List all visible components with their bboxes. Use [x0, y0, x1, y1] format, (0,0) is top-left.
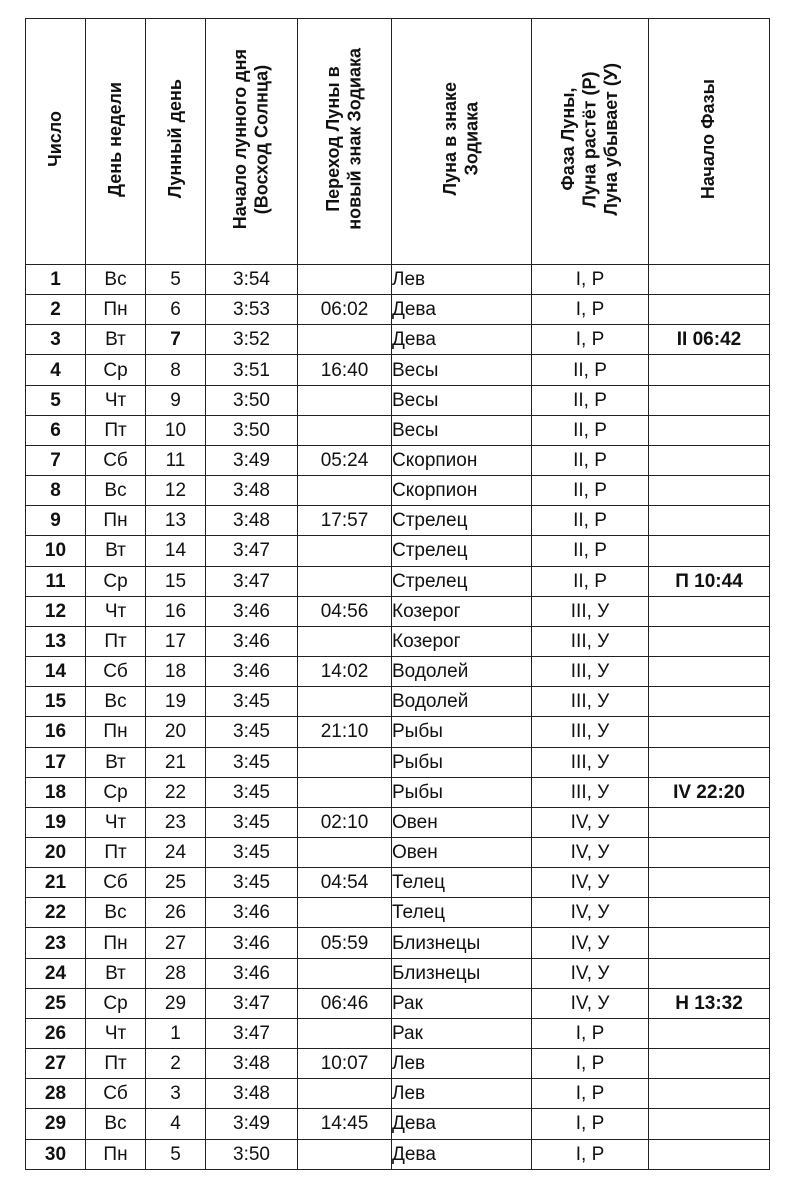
lunar-day-cell: 11 — [146, 445, 206, 475]
header-lunar-day-start: Начало лунного дня (Восход Солнца) — [206, 19, 298, 265]
sunrise-cell: 3:45 — [206, 807, 298, 837]
phase-cell: I, Р — [532, 1018, 649, 1048]
zodiac-sign-cell: Рыбы — [392, 747, 532, 777]
table-row — [26, 898, 770, 928]
phase-cell: III, У — [532, 747, 649, 777]
weekday-cell: Пн — [86, 1139, 146, 1169]
weekday-cell: Вс — [86, 898, 146, 928]
header-moon-phase: Фаза Луны, Луна растёт (Р) Луна убывает (У) — [532, 19, 649, 265]
phase-start-cell — [649, 868, 770, 898]
weekday-cell: Пн — [86, 928, 146, 958]
sunrise-cell: 3:54 — [206, 265, 298, 295]
header-phase-start: Начало Фазы — [649, 19, 770, 265]
transition-cell — [298, 536, 392, 566]
day-number-cell: 10 — [26, 536, 86, 566]
phase-cell: IV, У — [532, 988, 649, 1018]
day-number-cell: 30 — [26, 1139, 86, 1169]
weekday-cell: Чт — [86, 385, 146, 415]
phase-start-cell — [649, 1079, 770, 1109]
day-number-cell: 9 — [26, 506, 86, 536]
zodiac-sign-cell: Козерог — [392, 596, 532, 626]
zodiac-sign-cell: Овен — [392, 837, 532, 867]
table-row — [26, 445, 770, 475]
lunar-day-cell: 8 — [146, 355, 206, 385]
weekday-cell: Чт — [86, 807, 146, 837]
transition-cell — [298, 566, 392, 596]
transition-cell: 02:10 — [298, 807, 392, 837]
sunrise-cell: 3:50 — [206, 385, 298, 415]
lunar-day-cell: 6 — [146, 295, 206, 325]
table-row — [26, 1018, 770, 1048]
zodiac-sign-cell: Водолей — [392, 687, 532, 717]
weekday-cell: Пт — [86, 1049, 146, 1079]
phase-start-cell — [649, 596, 770, 626]
lunar-calendar-table — [25, 18, 770, 1170]
phase-cell: II, Р — [532, 566, 649, 596]
transition-cell — [298, 415, 392, 445]
sunrise-cell: 3:52 — [206, 325, 298, 355]
sunrise-cell: 3:45 — [206, 837, 298, 867]
phase-start-cell — [649, 687, 770, 717]
phase-start-cell — [649, 626, 770, 656]
zodiac-sign-cell: Весы — [392, 415, 532, 445]
weekday-cell: Пн — [86, 295, 146, 325]
lunar-day-cell: 21 — [146, 747, 206, 777]
day-number-cell: 29 — [26, 1109, 86, 1139]
phase-cell: III, У — [532, 777, 649, 807]
zodiac-sign-cell: Близнецы — [392, 928, 532, 958]
table-row — [26, 657, 770, 687]
day-number-cell: 3 — [26, 325, 86, 355]
zodiac-sign-cell: Скорпион — [392, 476, 532, 506]
table-row — [26, 355, 770, 385]
sunrise-cell: 3:47 — [206, 988, 298, 1018]
table-row — [26, 415, 770, 445]
phase-start-cell — [649, 837, 770, 867]
day-number-cell: 22 — [26, 898, 86, 928]
lunar-day-cell: 5 — [146, 1139, 206, 1169]
weekday-cell: Сб — [86, 868, 146, 898]
sunrise-cell: 3:46 — [206, 898, 298, 928]
weekday-cell: Вс — [86, 476, 146, 506]
table-row — [26, 506, 770, 536]
sunrise-cell: 3:45 — [206, 687, 298, 717]
weekday-cell: Пт — [86, 626, 146, 656]
phase-cell: IV, У — [532, 928, 649, 958]
zodiac-sign-cell: Близнецы — [392, 958, 532, 988]
day-number-cell: 21 — [26, 868, 86, 898]
day-number-cell: 17 — [26, 747, 86, 777]
phase-cell: II, Р — [532, 476, 649, 506]
day-number-cell: 5 — [26, 385, 86, 415]
phase-start-cell — [649, 807, 770, 837]
weekday-cell: Сб — [86, 657, 146, 687]
phase-start-cell — [649, 506, 770, 536]
table-row — [26, 325, 770, 355]
table-row — [26, 837, 770, 867]
lunar-day-cell: 26 — [146, 898, 206, 928]
phase-cell: III, У — [532, 657, 649, 687]
lunar-day-cell: 19 — [146, 687, 206, 717]
table-row — [26, 1049, 770, 1079]
phase-start-cell — [649, 536, 770, 566]
phase-start-cell — [649, 657, 770, 687]
transition-cell — [298, 898, 392, 928]
sunrise-cell: 3:51 — [206, 355, 298, 385]
transition-cell: 04:56 — [298, 596, 392, 626]
phase-start-cell — [649, 265, 770, 295]
phase-start-cell — [649, 717, 770, 747]
lunar-day-cell: 14 — [146, 536, 206, 566]
weekday-cell: Ср — [86, 777, 146, 807]
sunrise-cell: 3:46 — [206, 626, 298, 656]
phase-cell: IV, У — [532, 958, 649, 988]
transition-cell: 05:24 — [298, 445, 392, 475]
zodiac-sign-cell: Рак — [392, 1018, 532, 1048]
zodiac-sign-cell: Весы — [392, 355, 532, 385]
weekday-cell: Вс — [86, 687, 146, 717]
lunar-day-cell: 10 — [146, 415, 206, 445]
header-zodiac-transition: Переход Луны в новый знак Зодиака — [298, 19, 392, 265]
day-number-cell: 27 — [26, 1049, 86, 1079]
table-row — [26, 717, 770, 747]
zodiac-sign-cell: Дева — [392, 1139, 532, 1169]
lunar-day-cell: 15 — [146, 566, 206, 596]
zodiac-sign-cell: Стрелец — [392, 506, 532, 536]
day-number-cell: 2 — [26, 295, 86, 325]
zodiac-sign-cell: Стрелец — [392, 536, 532, 566]
sunrise-cell: 3:47 — [206, 536, 298, 566]
transition-cell — [298, 325, 392, 355]
phase-start-cell — [649, 295, 770, 325]
sunrise-cell: 3:49 — [206, 1109, 298, 1139]
lunar-day-cell: 23 — [146, 807, 206, 837]
sunrise-cell: 3:50 — [206, 1139, 298, 1169]
zodiac-sign-cell: Лев — [392, 265, 532, 295]
zodiac-sign-cell: Водолей — [392, 657, 532, 687]
zodiac-sign-cell: Стрелец — [392, 566, 532, 596]
transition-cell: 04:54 — [298, 868, 392, 898]
lunar-day-cell: 18 — [146, 657, 206, 687]
sunrise-cell: 3:47 — [206, 1018, 298, 1048]
sunrise-cell: 3:48 — [206, 476, 298, 506]
weekday-cell: Ср — [86, 566, 146, 596]
phase-cell: I, Р — [532, 295, 649, 325]
transition-cell — [298, 747, 392, 777]
weekday-cell: Чт — [86, 1018, 146, 1048]
lunar-day-cell: 2 — [146, 1049, 206, 1079]
day-number-cell: 16 — [26, 717, 86, 747]
zodiac-sign-cell: Козерог — [392, 626, 532, 656]
lunar-day-cell: 3 — [146, 1079, 206, 1109]
zodiac-sign-cell: Дева — [392, 325, 532, 355]
day-number-cell: 14 — [26, 657, 86, 687]
table-row — [26, 596, 770, 626]
day-number-cell: 28 — [26, 1079, 86, 1109]
phase-start-cell — [649, 1139, 770, 1169]
phase-cell: III, У — [532, 717, 649, 747]
phase-start-cell: Н 13:32 — [649, 988, 770, 1018]
transition-cell — [298, 265, 392, 295]
sunrise-cell: 3:50 — [206, 415, 298, 445]
transition-cell: 06:46 — [298, 988, 392, 1018]
transition-cell — [298, 958, 392, 988]
lunar-day-cell: 12 — [146, 476, 206, 506]
phase-cell: I, Р — [532, 265, 649, 295]
day-number-cell: 19 — [26, 807, 86, 837]
phase-start-cell — [649, 1049, 770, 1079]
lunar-day-cell: 13 — [146, 506, 206, 536]
phase-cell: I, Р — [532, 1079, 649, 1109]
sunrise-cell: 3:45 — [206, 747, 298, 777]
phase-cell: IV, У — [532, 837, 649, 867]
weekday-cell: Вт — [86, 325, 146, 355]
sunrise-cell: 3:45 — [206, 777, 298, 807]
phase-cell: I, Р — [532, 325, 649, 355]
phase-cell: III, У — [532, 626, 649, 656]
day-number-cell: 12 — [26, 596, 86, 626]
phase-cell: I, Р — [532, 1139, 649, 1169]
lunar-day-cell: 9 — [146, 385, 206, 415]
sunrise-cell: 3:48 — [206, 1049, 298, 1079]
phase-start-cell — [649, 415, 770, 445]
header-weekday: День недели — [86, 19, 146, 265]
phase-cell: III, У — [532, 687, 649, 717]
lunar-day-cell: 5 — [146, 265, 206, 295]
day-number-cell: 18 — [26, 777, 86, 807]
day-number-cell: 13 — [26, 626, 86, 656]
phase-cell: II, Р — [532, 506, 649, 536]
lunar-day-cell: 24 — [146, 837, 206, 867]
phase-cell: III, У — [532, 596, 649, 626]
zodiac-sign-cell: Рыбы — [392, 777, 532, 807]
weekday-cell: Ср — [86, 355, 146, 385]
header-zodiac-sign: Луна в знаке Зодиака — [392, 19, 532, 265]
lunar-day-cell: 17 — [146, 626, 206, 656]
header-row — [26, 19, 770, 265]
phase-start-cell — [649, 928, 770, 958]
phase-start-cell — [649, 958, 770, 988]
table-row — [26, 385, 770, 415]
table-row — [26, 958, 770, 988]
zodiac-sign-cell: Лев — [392, 1049, 532, 1079]
day-number-cell: 4 — [26, 355, 86, 385]
phase-start-cell — [649, 747, 770, 777]
table-row — [26, 777, 770, 807]
zodiac-sign-cell: Телец — [392, 898, 532, 928]
table-row — [26, 807, 770, 837]
weekday-cell: Вт — [86, 536, 146, 566]
zodiac-sign-cell: Скорпион — [392, 445, 532, 475]
table-row — [26, 1079, 770, 1109]
phase-start-cell: IV 22:20 — [649, 777, 770, 807]
day-number-cell: 11 — [26, 566, 86, 596]
table-row — [26, 1139, 770, 1169]
lunar-day-cell: 29 — [146, 988, 206, 1018]
phase-start-cell — [649, 898, 770, 928]
phase-start-cell — [649, 355, 770, 385]
table-row — [26, 566, 770, 596]
transition-cell: 16:40 — [298, 355, 392, 385]
transition-cell: 21:10 — [298, 717, 392, 747]
zodiac-sign-cell: Весы — [392, 385, 532, 415]
phase-cell: II, Р — [532, 445, 649, 475]
weekday-cell: Вт — [86, 958, 146, 988]
day-number-cell: 26 — [26, 1018, 86, 1048]
day-number-cell: 15 — [26, 687, 86, 717]
day-number-cell: 7 — [26, 445, 86, 475]
table-row — [26, 687, 770, 717]
header-lunar-day: Лунный день — [146, 19, 206, 265]
phase-cell: IV, У — [532, 898, 649, 928]
phase-cell: II, Р — [532, 355, 649, 385]
transition-cell — [298, 1018, 392, 1048]
sunrise-cell: 3:49 — [206, 445, 298, 475]
day-number-cell: 6 — [26, 415, 86, 445]
phase-cell: II, Р — [532, 385, 649, 415]
table-row — [26, 928, 770, 958]
table-row — [26, 536, 770, 566]
phase-cell: II, Р — [532, 536, 649, 566]
lunar-day-cell: 25 — [146, 868, 206, 898]
transition-cell: 14:02 — [298, 657, 392, 687]
table-row — [26, 1109, 770, 1139]
sunrise-cell: 3:46 — [206, 928, 298, 958]
transition-cell — [298, 1079, 392, 1109]
weekday-cell: Пн — [86, 717, 146, 747]
sunrise-cell: 3:46 — [206, 596, 298, 626]
sunrise-cell: 3:48 — [206, 506, 298, 536]
phase-cell: IV, У — [532, 868, 649, 898]
zodiac-sign-cell: Рыбы — [392, 717, 532, 747]
lunar-day-cell: 1 — [146, 1018, 206, 1048]
transition-cell — [298, 626, 392, 656]
weekday-cell: Пт — [86, 415, 146, 445]
phase-start-cell: II 06:42 — [649, 325, 770, 355]
transition-cell — [298, 385, 392, 415]
zodiac-sign-cell: Телец — [392, 868, 532, 898]
table-row — [26, 626, 770, 656]
table-row — [26, 265, 770, 295]
transition-cell: 05:59 — [298, 928, 392, 958]
phase-start-cell — [649, 476, 770, 506]
sunrise-cell: 3:53 — [206, 295, 298, 325]
sunrise-cell: 3:45 — [206, 868, 298, 898]
transition-cell — [298, 476, 392, 506]
table-row — [26, 868, 770, 898]
lunar-day-cell: 22 — [146, 777, 206, 807]
phase-start-cell — [649, 1018, 770, 1048]
transition-cell — [298, 1139, 392, 1169]
lunar-day-cell: 4 — [146, 1109, 206, 1139]
zodiac-sign-cell: Рак — [392, 988, 532, 1018]
phase-start-cell — [649, 445, 770, 475]
zodiac-sign-cell: Дева — [392, 1109, 532, 1139]
phase-cell: I, Р — [532, 1049, 649, 1079]
day-number-cell: 1 — [26, 265, 86, 295]
lunar-day-cell: 20 — [146, 717, 206, 747]
day-number-cell: 8 — [26, 476, 86, 506]
lunar-day-cell: 7 — [146, 325, 206, 355]
weekday-cell: Вс — [86, 1109, 146, 1139]
sunrise-cell: 3:45 — [206, 717, 298, 747]
phase-cell: IV, У — [532, 807, 649, 837]
phase-cell: II, Р — [532, 415, 649, 445]
transition-cell — [298, 837, 392, 867]
phase-cell: I, Р — [532, 1109, 649, 1139]
zodiac-sign-cell: Лев — [392, 1079, 532, 1109]
zodiac-sign-cell: Дева — [392, 295, 532, 325]
header-day-number: Число — [26, 19, 86, 265]
table-row — [26, 988, 770, 1018]
zodiac-sign-cell: Овен — [392, 807, 532, 837]
weekday-cell: Пн — [86, 506, 146, 536]
sunrise-cell: 3:46 — [206, 958, 298, 988]
weekday-cell: Пт — [86, 837, 146, 867]
transition-cell: 14:45 — [298, 1109, 392, 1139]
table-row — [26, 295, 770, 325]
transition-cell — [298, 687, 392, 717]
sunrise-cell: 3:46 — [206, 657, 298, 687]
phase-start-cell — [649, 1109, 770, 1139]
table-row — [26, 476, 770, 506]
phase-start-cell — [649, 385, 770, 415]
transition-cell: 10:07 — [298, 1049, 392, 1079]
table-row — [26, 747, 770, 777]
transition-cell — [298, 777, 392, 807]
sunrise-cell: 3:48 — [206, 1079, 298, 1109]
sunrise-cell: 3:47 — [206, 566, 298, 596]
transition-cell: 17:57 — [298, 506, 392, 536]
weekday-cell: Вс — [86, 265, 146, 295]
phase-start-cell: П 10:44 — [649, 566, 770, 596]
day-number-cell: 20 — [26, 837, 86, 867]
weekday-cell: Сб — [86, 1079, 146, 1109]
lunar-day-cell: 16 — [146, 596, 206, 626]
transition-cell: 06:02 — [298, 295, 392, 325]
lunar-day-cell: 28 — [146, 958, 206, 988]
weekday-cell: Чт — [86, 596, 146, 626]
weekday-cell: Ср — [86, 988, 146, 1018]
weekday-cell: Вт — [86, 747, 146, 777]
day-number-cell: 23 — [26, 928, 86, 958]
day-number-cell: 25 — [26, 988, 86, 1018]
lunar-day-cell: 27 — [146, 928, 206, 958]
day-number-cell: 24 — [26, 958, 86, 988]
weekday-cell: Сб — [86, 445, 146, 475]
